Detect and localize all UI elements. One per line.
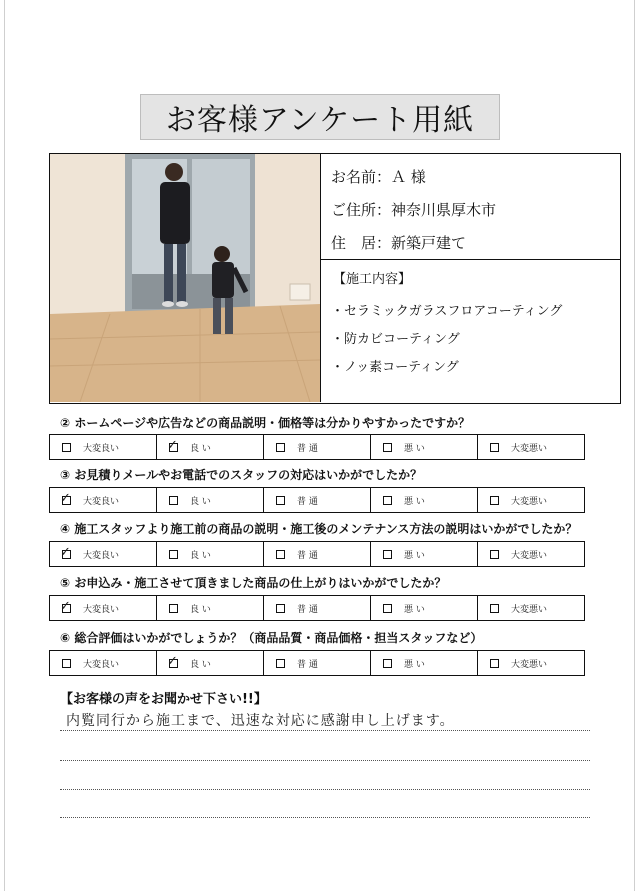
question-label: ④ 施工スタッフより施工前の商品の説明・施工後のメンテナンス方法の説明はいかがでしたか？ xyxy=(60,522,578,536)
rating-option[interactable]: 良 い xyxy=(157,542,264,566)
rating-option[interactable]: 悪 い xyxy=(371,542,478,566)
rating-option[interactable]: 良 い xyxy=(157,596,264,620)
question-label: ② ホームページや広告などの商品説明・価格等は分かりやすかったですか？ xyxy=(60,416,471,430)
work-item: ・セラミックガラスフロアコーティング xyxy=(331,304,563,319)
rating-row xyxy=(49,595,585,621)
rating-option[interactable]: 大変悪い xyxy=(478,488,584,512)
rating-option[interactable]: ✓ 良 い xyxy=(157,435,264,459)
checkbox[interactable] xyxy=(169,496,178,505)
customer-address: ご住所：神奈川県厚木市 xyxy=(331,201,497,219)
checkbox[interactable] xyxy=(383,604,392,613)
check-mark-icon: ✓ xyxy=(60,544,71,560)
customer-voice-handwriting: 内覧同行から施工まで、迅速な対応に感謝申し上げます。 xyxy=(66,713,455,729)
survey-title: お客様アンケート用紙 xyxy=(140,94,500,140)
checkbox[interactable] xyxy=(383,443,392,452)
checkbox[interactable] xyxy=(490,659,499,668)
check-mark-icon: ✓ xyxy=(60,598,71,614)
checkbox[interactable] xyxy=(383,659,392,668)
customer-name: お名前：Ａ 様 xyxy=(331,168,426,186)
rating-option[interactable]: ✓ 良 い xyxy=(157,651,264,675)
checkbox-checked[interactable] xyxy=(60,544,71,560)
question-label: ⑤ お申込み・施工させて頂きました商品の仕上がりはいかがでしたか？ xyxy=(60,576,447,590)
rating-option[interactable]: ✓ 大変良い xyxy=(50,596,157,620)
checkbox[interactable] xyxy=(276,443,285,452)
rating-option[interactable]: ✓ 大変良い xyxy=(50,542,157,566)
rating-option[interactable]: ✓ 大変良い xyxy=(50,488,157,512)
rating-option[interactable]: 普 通 xyxy=(264,488,371,512)
room-photo-illustration xyxy=(50,154,320,402)
checkbox-checked[interactable] xyxy=(167,653,178,669)
rating-option[interactable]: 悪 い xyxy=(371,596,478,620)
work-item: ・防カビコーティング xyxy=(331,332,460,347)
rating-option[interactable]: 大変悪い xyxy=(478,435,584,459)
rating-option[interactable]: 大変良い xyxy=(50,651,157,675)
checkbox[interactable] xyxy=(383,550,392,559)
work-item: ・ノッ素コーティング xyxy=(331,360,459,375)
rating-option[interactable]: 悪 い xyxy=(371,435,478,459)
rating-option[interactable]: 普 通 xyxy=(264,651,371,675)
checkbox[interactable] xyxy=(490,496,499,505)
writing-line xyxy=(60,730,590,731)
rating-row xyxy=(49,541,585,567)
question-label: ⑥ 総合評価はいかがでしょうか？（商品品質・商品価格・担当スタッフなど） xyxy=(60,631,483,645)
rating-option[interactable]: 大変悪い xyxy=(478,596,584,620)
checkbox[interactable] xyxy=(276,496,285,505)
rating-row xyxy=(49,487,585,513)
checkbox[interactable] xyxy=(62,443,71,452)
rating-option[interactable]: 普 通 xyxy=(264,542,371,566)
rating-option[interactable]: 大変悪い xyxy=(478,651,584,675)
checkbox[interactable] xyxy=(276,659,285,668)
checkbox[interactable] xyxy=(490,443,499,452)
checkbox[interactable] xyxy=(169,550,178,559)
checkbox[interactable] xyxy=(62,659,71,668)
rating-option[interactable]: 大変良い xyxy=(50,435,157,459)
checkbox[interactable] xyxy=(490,604,499,613)
rating-option[interactable]: 普 通 xyxy=(264,596,371,620)
rating-row xyxy=(49,434,585,460)
rating-option[interactable]: 悪 い xyxy=(371,488,478,512)
writing-line xyxy=(60,760,590,761)
check-mark-icon: ✓ xyxy=(167,653,178,669)
checkbox-checked[interactable] xyxy=(167,437,178,453)
question-label: ③ お見積りメールやお電話でのスタッフの対応はいかがでしたか？ xyxy=(60,468,423,482)
rating-option[interactable]: 良 い xyxy=(157,488,264,512)
page-edge-left xyxy=(4,0,5,891)
check-mark-icon: ✓ xyxy=(60,490,71,506)
customer-info-box xyxy=(49,153,621,404)
check-mark-icon: ✓ xyxy=(167,437,178,453)
checkbox[interactable] xyxy=(490,550,499,559)
customer-photo xyxy=(50,154,321,402)
checkbox-checked[interactable] xyxy=(60,490,71,506)
checkbox[interactable] xyxy=(383,496,392,505)
checkbox-checked[interactable] xyxy=(60,598,71,614)
writing-line xyxy=(60,817,590,818)
work-heading: 【施工内容】 xyxy=(333,272,412,287)
page-edge-right xyxy=(634,0,635,891)
customer-residence: 住 居：新築戸建て xyxy=(331,234,467,252)
customer-voice-heading: 【お客様の声をお聞かせ下さい!!】 xyxy=(60,692,267,707)
customer-details xyxy=(321,154,620,260)
work-contents xyxy=(321,260,620,402)
rating-row xyxy=(49,650,585,676)
checkbox[interactable] xyxy=(276,550,285,559)
rating-option[interactable]: 大変悪い xyxy=(478,542,584,566)
writing-line xyxy=(60,789,590,790)
checkbox[interactable] xyxy=(169,604,178,613)
rating-option[interactable]: 悪 い xyxy=(371,651,478,675)
rating-option[interactable]: 普 通 xyxy=(264,435,371,459)
checkbox[interactable] xyxy=(276,604,285,613)
